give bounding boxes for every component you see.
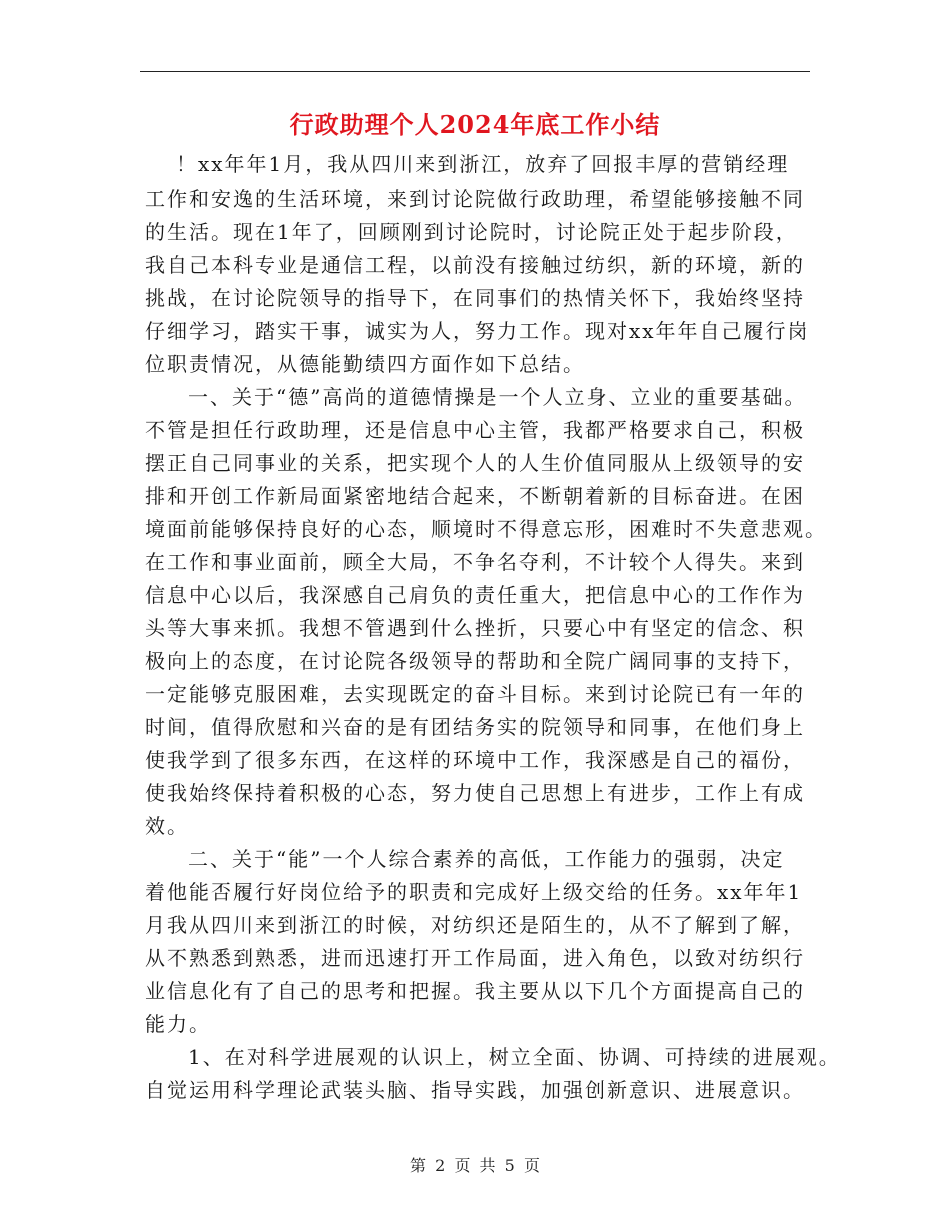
body-line: 挑战，在讨论院领导的指导下，在同事们的热情关怀下，我始终坚持 [145,286,805,310]
footer-page-word: 页 [454,1156,471,1175]
page-footer [0,1154,950,1178]
body-line: 的生活。现在1年了，回顾刚到讨论院时，讨论院正处于起步阶段， [145,220,798,244]
footer-total-pages: 5 [504,1156,515,1175]
body-line: 月我从四川来到浙江的时候，对纺织还是陌生的，从不了解到了解， [145,913,805,937]
body-line: 在工作和事业面前，顾全大局，不争名夺利，不计较个人得失。来到 [145,550,805,574]
footer-current-page: 2 [435,1156,446,1175]
body-line: 时间，值得欣慰和兴奋的是有团结务实的院领导和同事，在他们身上 [145,715,805,739]
body-line: 1、在对科学进展观的认识上，树立全面、协调、可持续的进展观。 [188,1045,841,1069]
body-line: ！xx年年1月，我从四川来到浙江，放弃了回报丰厚的营销经理 [176,152,790,176]
body-line: 不管是担任行政助理，还是信息中心主管，我都严格要求自己，积极 [145,418,805,442]
footer-prefix: 第 [410,1156,427,1175]
body-line: 能力。 [145,1012,211,1036]
body-line: 工作和安逸的生活环境，来到讨论院做行政助理，希望能够接触不同 [145,187,805,211]
body-line: 自觉运用科学理论武装头脑、指导实践，加强创新意识、进展意识。 [145,1078,805,1102]
body-line: 业信息化有了自己的思考和把握。我主要从以下几个方面提高自己的 [145,979,805,1003]
body-line: 我自己本科专业是通信工程，以前没有接触过纺织，新的环境，新的 [145,253,805,277]
body-line: 仔细学习，踏实干事，诚实为人，努力工作。现对xx年年自己履行岗 [145,319,810,343]
body-line: 着他能否履行好岗位给予的职责和完成好上级交给的任务。xx年年1 [145,880,803,904]
header-rule [140,71,810,72]
body-line: 一、关于“德”高尚的道德情操是一个人立身、立业的重要基础。 [188,385,807,409]
body-line: 头等大事来抓。我想不管遇到什么挫折，只要心中有坚定的信念、积 [145,616,805,640]
body-line: 使我始终保持着积极的心态，努力使自己思想上有进步，工作上有成 [145,781,805,805]
footer-total-word: 共 [479,1156,496,1175]
document-title: 行政助理个人2024年底工作小结 [289,110,661,139]
body-line: 位职责情况，从德能勤绩四方面作如下总结。 [145,352,585,376]
footer-suffix: 页 [523,1156,540,1175]
body-line: 排和开创工作新局面紧密地结合起来，不断朝着新的目标奋进。在困 [145,484,805,508]
body-line: 摆正自己同事业的关系，把实现个人的人生价值同服从上级领导的安 [145,451,805,475]
body-line: 境面前能够保持良好的心态，顺境时不得意忘形，困难时不失意悲观。 [145,517,827,541]
body-line: 从不熟悉到熟悉，进而迅速打开工作局面，进入角色，以致对纺织行 [145,946,805,970]
body-line: 效。 [145,814,189,838]
body-line: 一定能够克服困难，去实现既定的奋斗目标。来到讨论院已有一年的 [145,682,805,706]
body-line: 信息中心以后，我深感自己肩负的责任重大，把信息中心的工作作为 [145,583,805,607]
body-line: 极向上的态度，在讨论院各级领导的帮助和全院广阔同事的支持下， [145,649,805,673]
body-line: 使我学到了很多东西，在这样的环境中工作，我深感是自己的福份， [145,748,805,772]
body-line: 二、关于“能”一个人综合素养的高低，工作能力的强弱，决定 [188,847,785,871]
